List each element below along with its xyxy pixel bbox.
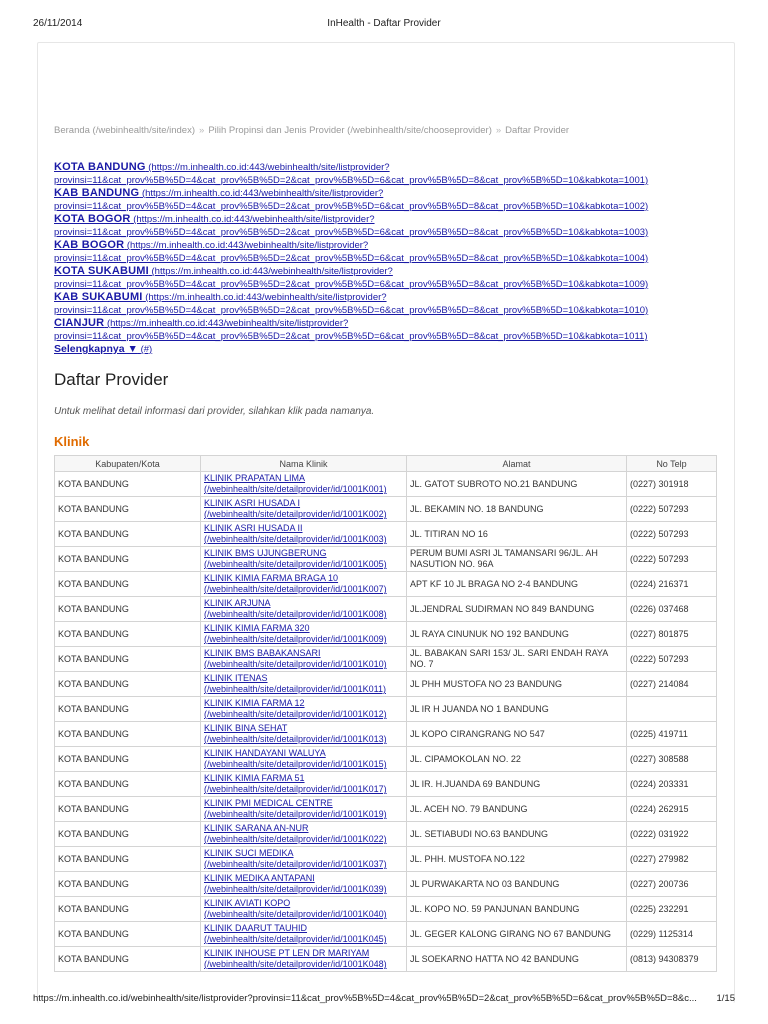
table-row [55, 672, 717, 697]
cell-kota: KOTA BANDUNG [55, 872, 201, 897]
cell-telp: (0222) 507293 [627, 547, 717, 572]
cell-nama [201, 872, 407, 897]
region-link-kota-sukabumi[interactable]: KOTA SUKABUMI (https://m.inhealth.co.id:443/webinhealth/site/listprovider? provinsi=11&cat_prov%5B%5D=4&cat_prov%5B%5D=2&cat_prov%5B%5D=6&cat_prov%5B%5D=8&cat_prov%5B%5D=10&kabkota=1009) [54, 265, 649, 290]
print-footer-url: https://m.inhealth.co.id/webinhealth/site/listprovider?provinsi=11&cat_prov%5B%5D=4&cat_prov%5B%5D=2&cat_prov%5B%5D=6&cat_prov%5B%5D=8&c... [33, 993, 697, 1004]
page-title: Daftar Provider [54, 370, 169, 389]
table-row [55, 722, 717, 747]
provider-link[interactable]: KLINIK KIMIA FARMA BRAGA 10 (/webinhealth/site/detailprovider/id/1001K007) [204, 573, 387, 594]
provider-link[interactable]: KLINIK AVIATI KOPO (/webinhealth/site/detailprovider/id/1001K040) [204, 898, 387, 919]
column-header-kota: Kabupaten/Kota [55, 456, 201, 472]
cell-nama [201, 722, 407, 747]
cell-nama [201, 597, 407, 622]
cell-kota: KOTA BANDUNG [55, 672, 201, 697]
cell-telp: (0224) 216371 [627, 572, 717, 597]
page-description: Untuk melihat detail informasi dari provider, silahkan klik pada namanya. [54, 406, 375, 417]
table-row [55, 597, 717, 622]
table-row [55, 872, 717, 897]
table-row [55, 747, 717, 772]
cell-nama [201, 772, 407, 797]
region-link-cianjur[interactable]: CIANJUR (https://m.inhealth.co.id:443/webinhealth/site/listprovider? provinsi=11&cat_prov%5B%5D=4&cat_prov%5B%5D=2&cat_prov%5B%5D=6&cat_prov%5B%5D=8&cat_prov%5B%5D=10&kabkota=1011) [54, 317, 648, 342]
cell-telp: (0222) 507293 [627, 497, 717, 522]
cell-nama [201, 797, 407, 822]
cell-nama [201, 897, 407, 922]
cell-kota: KOTA BANDUNG [55, 597, 201, 622]
print-header [33, 18, 735, 32]
cell-nama [201, 547, 407, 572]
print-date: 26/11/2014 [33, 18, 83, 29]
breadcrumb-current: Daftar Provider [505, 125, 570, 136]
table-row [55, 847, 717, 872]
cell-telp: (0222) 031922 [627, 822, 717, 847]
table-row [55, 522, 717, 547]
cell-alamat: JL SOEKARNO HATTA NO 42 BANDUNG [407, 947, 627, 972]
print-footer [33, 993, 735, 1007]
cell-alamat: JL PHH MUSTOFA NO 23 BANDUNG [407, 672, 627, 697]
cell-nama [201, 472, 407, 497]
provider-link[interactable]: KLINIK SARANA AN-NUR (/webinhealth/site/detailprovider/id/1001K022) [204, 823, 387, 844]
table-row [55, 622, 717, 647]
cell-kota: KOTA BANDUNG [55, 922, 201, 947]
provider-link[interactable]: KLINIK SUCI MEDIKA (/webinhealth/site/detailprovider/id/1001K037) [204, 848, 387, 869]
cell-kota: KOTA BANDUNG [55, 547, 201, 572]
cell-nama [201, 622, 407, 647]
table-row [55, 572, 717, 597]
table-header-row [55, 456, 717, 472]
cell-kota: KOTA BANDUNG [55, 797, 201, 822]
cell-nama [201, 947, 407, 972]
region-link-kab-sukabumi[interactable]: KAB SUKABUMI (https://m.inhealth.co.id:443/webinhealth/site/listprovider? provinsi=11&cat_prov%5B%5D=4&cat_prov%5B%5D=2&cat_prov%5B%5D=6&cat_prov%5B%5D=8&cat_prov%5B%5D=10&kabkota=1010) [54, 291, 649, 316]
breadcrumb [54, 125, 569, 136]
table-row [55, 647, 717, 672]
cell-telp: (0227) 214084 [627, 672, 717, 697]
cell-nama [201, 747, 407, 772]
cell-telp: (0224) 262915 [627, 797, 717, 822]
table-row [55, 547, 717, 572]
region-link-kota-bogor[interactable]: KOTA BOGOR (https://m.inhealth.co.id:443/webinhealth/site/listprovider? provinsi=11&cat_prov%5B%5D=4&cat_prov%5B%5D=2&cat_prov%5B%5D=6&cat_prov%5B%5D=8&cat_prov%5B%5D=10&kabkota=1003) [54, 213, 649, 238]
cell-telp: (0227) 308588 [627, 747, 717, 772]
cell-telp: (0227) 301918 [627, 472, 717, 497]
cell-alamat: JL. ACEH NO. 79 BANDUNG [407, 797, 627, 822]
provider-link[interactable]: KLINIK INHOUSE PT LEN DR MARIYAM (/webinhealth/site/detailprovider/id/1001K048) [204, 948, 387, 969]
page-number: 1/15 [716, 993, 735, 1004]
cell-kota: KOTA BANDUNG [55, 622, 201, 647]
table-row [55, 497, 717, 522]
provider-link[interactable]: KLINIK BMS UJUNGBERUNG (/webinhealth/site/detailprovider/id/1001K005) [204, 548, 387, 569]
provider-link[interactable]: KLINIK BINA SEHAT (/webinhealth/site/detailprovider/id/1001K013) [204, 723, 387, 744]
table-row [55, 922, 717, 947]
provider-link[interactable]: KLINIK KIMIA FARMA 51 (/webinhealth/site/detailprovider/id/1001K017) [204, 773, 387, 794]
cell-alamat: JL PURWAKARTA NO 03 BANDUNG [407, 872, 627, 897]
cell-alamat: JL. GEGER KALONG GIRANG NO 67 BANDUNG [407, 922, 627, 947]
cell-telp: (0225) 232291 [627, 897, 717, 922]
cell-kota: KOTA BANDUNG [55, 472, 201, 497]
cell-telp: (0226) 037468 [627, 597, 717, 622]
cell-telp: (0222) 507293 [627, 647, 717, 672]
provider-link[interactable]: KLINIK ASRI HUSADA I (/webinhealth/site/detailprovider/id/1001K002) [204, 498, 387, 519]
provider-link[interactable]: KLINIK PRAPATAN LIMA (/webinhealth/site/detailprovider/id/1001K001) [204, 473, 387, 494]
section-title-klinik: Klinik [54, 434, 90, 449]
provider-link[interactable]: KLINIK ITENAS (/webinhealth/site/detailprovider/id/1001K011) [204, 673, 386, 694]
cell-telp [627, 697, 717, 722]
cell-nama [201, 522, 407, 547]
table-row [55, 897, 717, 922]
cell-alamat: JL. TITIRAN NO 16 [407, 522, 627, 547]
cell-kota: KOTA BANDUNG [55, 572, 201, 597]
cell-telp: (0227) 279982 [627, 847, 717, 872]
breadcrumb-separator: » [495, 125, 502, 136]
cell-telp: (0222) 507293 [627, 522, 717, 547]
breadcrumb-separator: » [199, 125, 205, 136]
cell-kota: KOTA BANDUNG [55, 772, 201, 797]
cell-alamat: JL. GATOT SUBROTO NO.21 BANDUNG [407, 472, 627, 497]
provider-link[interactable]: KLINIK KIMIA FARMA 320 (/webinhealth/site/detailprovider/id/1001K009) [204, 623, 387, 644]
provider-link[interactable]: KLINIK BMS BABAKANSARI (/webinhealth/site/detailprovider/id/1001K010) [204, 648, 387, 669]
cell-alamat: JL. KOPO NO. 59 PANJUNAN BANDUNG [407, 897, 627, 922]
region-link-kab-bandung[interactable]: KAB BANDUNG (https://m.inhealth.co.id:443/webinhealth/site/listprovider? provinsi=11&cat_prov%5B%5D=4&cat_prov%5B%5D=2&cat_prov%5B%5D=6&cat_prov%5B%5D=8&cat_prov%5B%5D=10&kabkota=1002) [54, 187, 649, 212]
cell-nama [201, 697, 407, 722]
provider-link[interactable]: KLINIK ASRI HUSADA II (/webinhealth/site/detailprovider/id/1001K003) [204, 523, 387, 544]
cell-kota: KOTA BANDUNG [55, 947, 201, 972]
cell-kota: KOTA BANDUNG [55, 897, 201, 922]
breadcrumb-choose-provider[interactable]: Pilih Propinsi dan Jenis Provider (/webinhealth/site/chooseprovider) [208, 125, 492, 136]
cell-nama [201, 922, 407, 947]
column-header-nama: Nama Klinik [201, 456, 407, 472]
provider-table [54, 455, 717, 972]
provider-link[interactable]: KLINIK DAARUT TAUHID (/webinhealth/site/detailprovider/id/1001K045) [204, 923, 387, 944]
cell-alamat: JL.JENDRAL SUDIRMAN NO 849 BANDUNG [407, 597, 627, 622]
table-row [55, 697, 717, 722]
cell-nama [201, 572, 407, 597]
column-header-alamat: Alamat [407, 456, 627, 472]
provider-link[interactable]: KLINIK HANDAYANI WALUYA (/webinhealth/site/detailprovider/id/1001K015) [204, 748, 387, 769]
provider-link[interactable]: KLINIK KIMIA FARMA 12 (/webinhealth/site/detailprovider/id/1001K012) [204, 698, 387, 719]
cell-telp: (0227) 801875 [627, 622, 717, 647]
table-row [55, 772, 717, 797]
provider-link[interactable]: KLINIK PMI MEDICAL CENTRE (/webinhealth/site/detailprovider/id/1001K019) [204, 798, 387, 819]
cell-nama [201, 847, 407, 872]
show-more-link[interactable]: Selengkapnya ▼ (#) [54, 343, 153, 355]
region-link-kota-bandung[interactable]: KOTA BANDUNG (https://m.inhealth.co.id:443/webinhealth/site/listprovider? provinsi=11&cat_prov%5B%5D=4&cat_prov%5B%5D=2&cat_prov%5B%5D=6&cat_prov%5B%5D=8&cat_prov%5B%5D=10&kabkota=1001) [54, 161, 649, 186]
cell-alamat: JL IR H JUANDA NO 1 BANDUNG [407, 697, 627, 722]
breadcrumb-home[interactable]: Beranda (/webinhealth/site/index) [54, 125, 196, 136]
cell-telp: (0813) 94308379 [627, 947, 717, 972]
cell-kota: KOTA BANDUNG [55, 697, 201, 722]
cell-alamat: JL. CIPAMOKOLAN NO. 22 [407, 747, 627, 772]
cell-kota: KOTA BANDUNG [55, 497, 201, 522]
cell-alamat: JL RAYA CINUNUK NO 192 BANDUNG [407, 622, 627, 647]
cell-alamat: JL. PHH. MUSTOFA NO.122 [407, 847, 627, 872]
cell-nama [201, 647, 407, 672]
cell-alamat: APT KF 10 JL BRAGA NO 2-4 BANDUNG [407, 572, 627, 597]
cell-alamat: JL KOPO CIRANGRANG NO 547 [407, 722, 627, 747]
table-row [55, 947, 717, 972]
cell-nama [201, 497, 407, 522]
region-list [54, 161, 744, 356]
cell-alamat: JL. BEKAMIN NO. 18 BANDUNG [407, 497, 627, 522]
table-body [55, 472, 717, 972]
cell-alamat: JL IR. H.JUANDA 69 BANDUNG [407, 772, 627, 797]
cell-kota: KOTA BANDUNG [55, 847, 201, 872]
cell-nama [201, 672, 407, 697]
cell-telp: (0227) 200736 [627, 872, 717, 897]
cell-telp: (0229) 1125314 [627, 922, 717, 947]
cell-kota: KOTA BANDUNG [55, 647, 201, 672]
cell-kota: KOTA BANDUNG [55, 522, 201, 547]
cell-kota: KOTA BANDUNG [55, 822, 201, 847]
provider-link[interactable]: KLINIK MEDIKA ANTAPANI (/webinhealth/site/detailprovider/id/1001K039) [204, 873, 387, 894]
cell-kota: KOTA BANDUNG [55, 722, 201, 747]
cell-telp: (0224) 203331 [627, 772, 717, 797]
column-header-telp: No Telp [627, 456, 717, 472]
cell-kota: KOTA BANDUNG [55, 747, 201, 772]
provider-link[interactable]: KLINIK ARJUNA (/webinhealth/site/detailprovider/id/1001K008) [204, 598, 387, 619]
table-row [55, 797, 717, 822]
table-row [55, 822, 717, 847]
cell-nama [201, 822, 407, 847]
cell-alamat: JL. SETIABUDI NO.63 BANDUNG [407, 822, 627, 847]
region-link-kab-bogor[interactable]: KAB BOGOR (https://m.inhealth.co.id:443/webinhealth/site/listprovider? provinsi=11&cat_prov%5B%5D=4&cat_prov%5B%5D=2&cat_prov%5B%5D=6&cat_prov%5B%5D=8&cat_prov%5B%5D=10&kabkota=1004) [54, 239, 649, 264]
cell-alamat: PERUM BUMI ASRI JL TAMANSARI 96/JL. AH NASUTION NO. 96A [407, 547, 627, 572]
cell-alamat: JL. BABAKAN SARI 153/ JL. SARI ENDAH RAYA NO. 7 [407, 647, 627, 672]
cell-telp: (0225) 419711 [627, 722, 717, 747]
table-row [55, 472, 717, 497]
print-title: InHealth - Daftar Provider [327, 18, 441, 29]
